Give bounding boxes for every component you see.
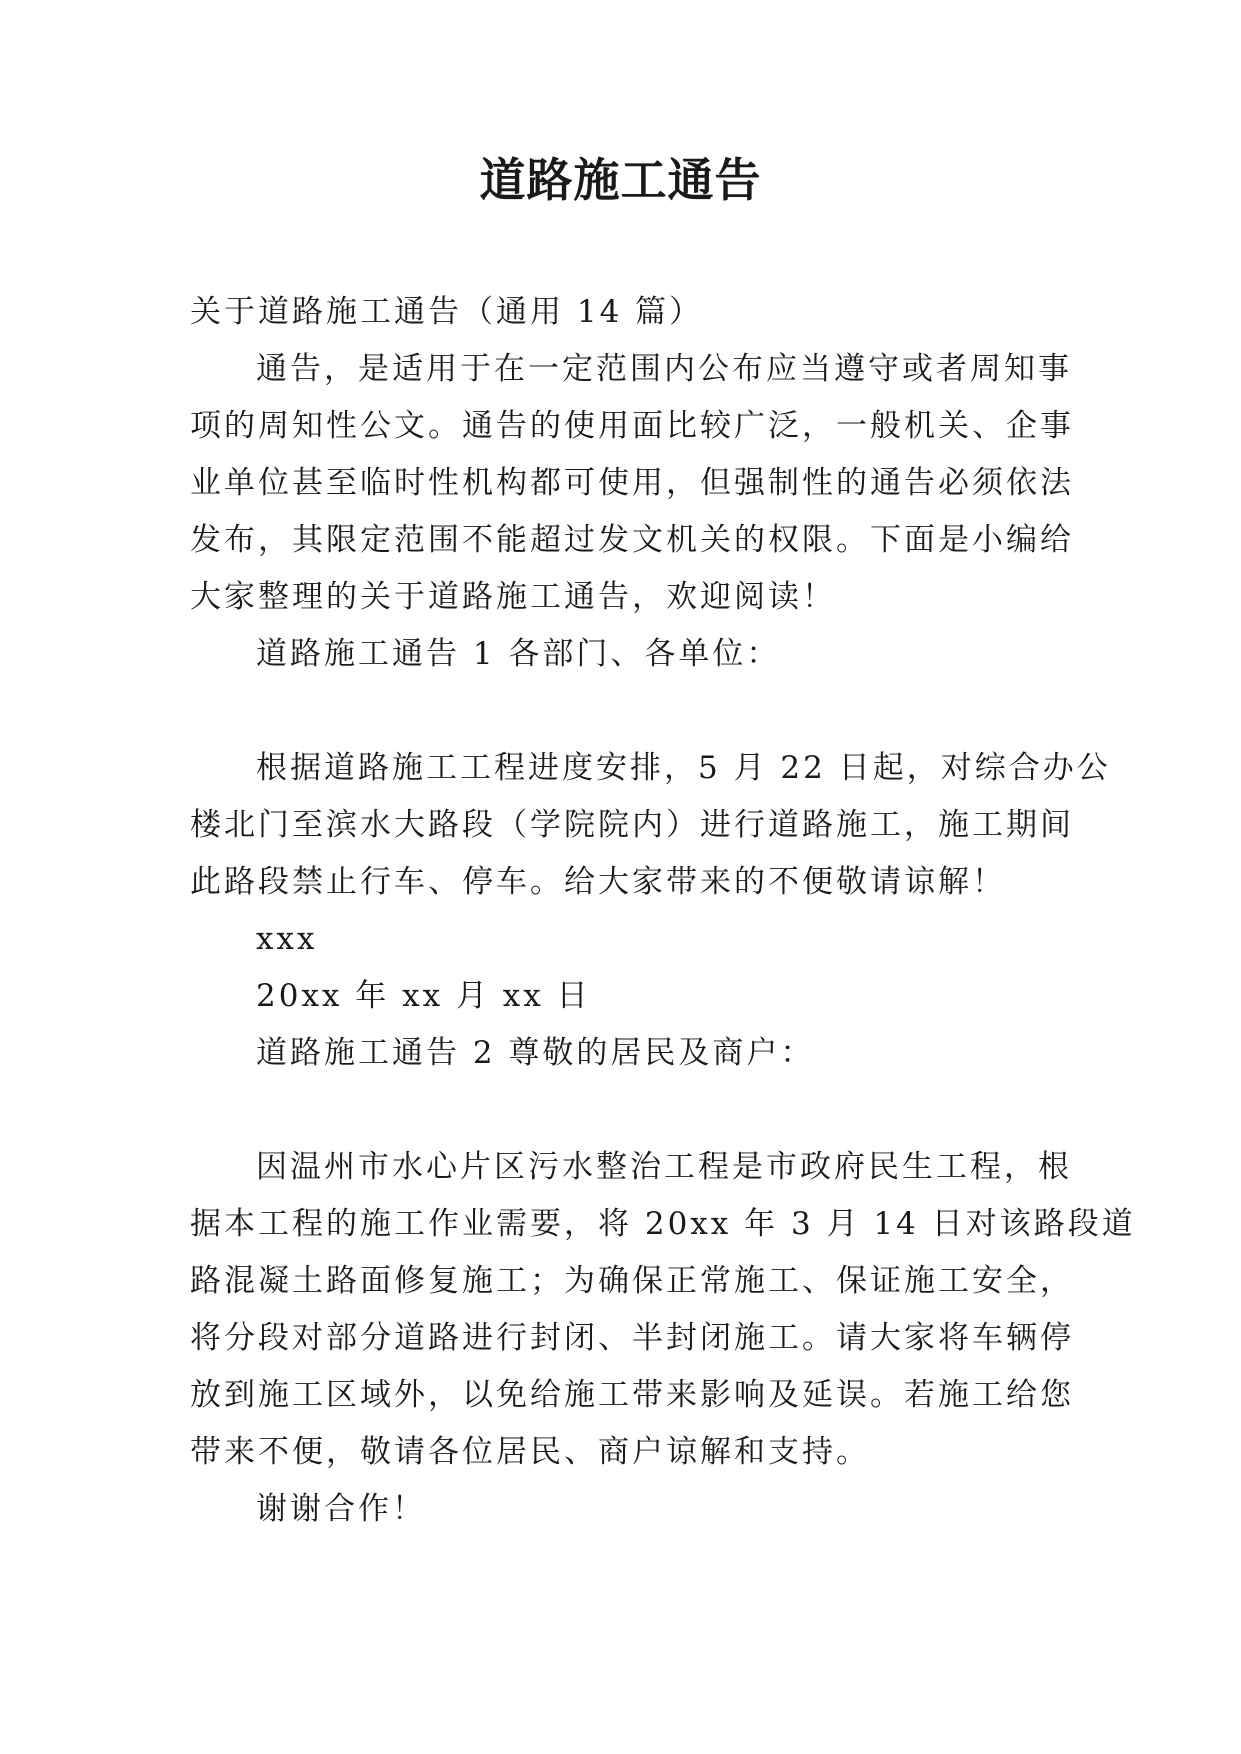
subtitle-line: 关于道路施工通告（通用 14 篇） xyxy=(190,294,704,330)
paragraph-line: 此路段禁止行车、停车。给大家带来的不便敬请谅解！ xyxy=(190,864,1006,900)
paragraph-line: 放到施工区域外，以免给施工带来影响及延误。若施工给您 xyxy=(190,1377,1074,1413)
notice-heading: 道路施工通告 2 尊敬的居民及商户： xyxy=(256,1035,815,1071)
paragraph-line: 项的周知性公文。通告的使用面比较广泛，一般机关、企事 xyxy=(190,408,1074,444)
paragraph-line: 楼北门至滨水大路段（学院院内）进行道路施工，施工期间 xyxy=(190,807,1074,843)
document-body xyxy=(190,284,1136,1538)
paragraph-line: 因温州市水心片区污水整治工程是市政府民生工程，根 xyxy=(256,1149,1072,1185)
notice-heading: 道路施工通告 1 各部门、各单位： xyxy=(256,636,781,672)
signature-date: 20xx 年 xx 月 xx 日 xyxy=(256,978,591,1014)
blank-line xyxy=(190,683,1070,740)
closing-line: 谢谢合作！ xyxy=(256,1491,426,1527)
paragraph-line: 根据道路施工工程进度安排，5 月 22 日起，对综合办公 xyxy=(256,750,1111,786)
paragraph-line: 发布，其限定范围不能超过发文机关的权限。下面是小编给 xyxy=(190,522,1074,558)
paragraph-line: 据本工程的施工作业需要，将 20xx 年 3 月 14 日对该路段道 xyxy=(190,1206,1136,1242)
paragraph-line: 路混凝土路面修复施工；为确保正常施工、保证施工安全， xyxy=(190,1263,1074,1299)
paragraph-line: 通告，是适用于在一定范围内公布应当遵守或者周知事 xyxy=(256,351,1072,387)
paragraph-line: 将分段对部分道路进行封闭、半封闭施工。请大家将车辆停 xyxy=(190,1320,1074,1356)
document-title: 道路施工通告 xyxy=(479,153,762,207)
signature-name: xxx xyxy=(256,921,318,957)
paragraph-line: 带来不便，敬请各位居民、商户谅解和支持。 xyxy=(190,1434,870,1470)
paragraph-line: 大家整理的关于道路施工通告，欢迎阅读！ xyxy=(190,579,836,615)
blank-line xyxy=(190,1082,1070,1139)
paragraph-line: 业单位甚至临时性机构都可使用，但强制性的通告必须依法 xyxy=(190,465,1074,501)
